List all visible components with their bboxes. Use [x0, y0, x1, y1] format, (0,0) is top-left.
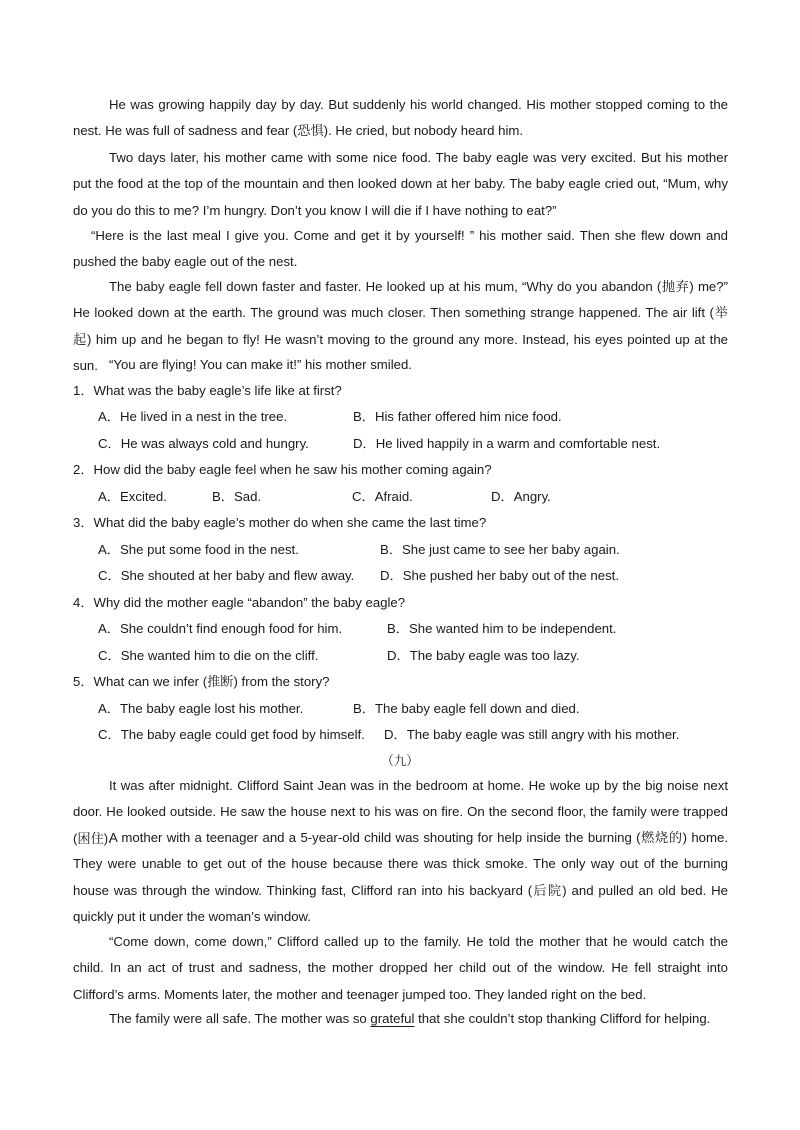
- question-5-stem: 5．What can we infer (推断) from the story?: [73, 674, 330, 689]
- question-3-option-b[interactable]: B．She just came to see her baby again.: [380, 542, 620, 557]
- question-4-option-b[interactable]: B．She wanted him to be independent.: [387, 621, 617, 636]
- question-4-stem: 4．Why did the mother eagle “abandon” the baby eagle?: [73, 595, 406, 610]
- story2-paragraph-2: A mother with a teenager and a 5-year-old child was shouting for help inside the burning (燃烧的) home. They were unable to get out of the house because there was thick smoke. The only way out of the burning house was through the window. Thinking fast, Clifford ran into his backyard (后院) and pulled an old bed. He quickly put it under the woman’s window.: [73, 830, 728, 924]
- question-2-option-d[interactable]: D．Angry.: [491, 489, 551, 504]
- question-1-option-c[interactable]: C．He was always cold and hungry.: [98, 436, 309, 451]
- question-2-option-a[interactable]: A．Excited.: [98, 489, 167, 504]
- story2-paragraph-4: [73, 1006, 728, 1032]
- question-3-stem: 3．What did the baby eagle’s mother do when she came the last time?: [73, 515, 487, 530]
- story1-paragraph-1: He was growing happily day by day. But suddenly his world changed. His mother stopped coming to the nest. He was full of sadness and fear (恐惧). He cried, but nobody heard him.: [73, 97, 728, 139]
- story1-paragraph-5: “You are flying! You can make it!” his mother smiled.: [109, 357, 412, 372]
- story2-paragraph-3: “Come down, come down,” Clifford called up to the family. He told the mother that he would catch the child. In an act of trust and sadness, the mother dropped her child out of the window. He fell straight into Clifford’s arms. Moments later, the mother and teenager jumped too. They landed right on the bed.: [73, 934, 728, 1002]
- question-1-option-b[interactable]: B．His father offered him nice food.: [353, 409, 562, 424]
- story2-paragraph-4-end: that she couldn’t stop thanking Clifford for helping.: [414, 1011, 711, 1026]
- underlined-word-grateful: grateful: [370, 1011, 415, 1026]
- question-4-option-c[interactable]: C．She wanted him to die on the cliff.: [98, 648, 319, 663]
- question-4-option-a[interactable]: A．She couldn’t find enough food for him.: [98, 621, 343, 636]
- question-4-option-d[interactable]: D．The baby eagle was too lazy.: [387, 648, 580, 663]
- story2-paragraph-4-start: The family were all safe. The mother was so: [109, 1011, 371, 1026]
- question-1-stem: 1．What was the baby eagle’s life like at first?: [73, 383, 342, 398]
- question-2-stem: 2．How did the baby eagle feel when he saw his mother coming again?: [73, 462, 492, 477]
- question-5-option-b[interactable]: B．The baby eagle fell down and died.: [353, 701, 580, 716]
- story2-paragraph-1: It was after midnight. Clifford Saint Jean was in the bedroom at home. He woke up by the big noise next door. He looked outside. He saw the house next to his was on fire. On the second floor, the family were trapped (困住).: [73, 778, 728, 846]
- question-5-option-a[interactable]: A．The baby eagle lost his mother.: [98, 701, 304, 716]
- question-5-option-c[interactable]: C．The baby eagle could get food by himself.: [98, 727, 365, 742]
- question-1-option-d[interactable]: D．He lived happily in a warm and comfortable nest.: [353, 436, 661, 451]
- story1-paragraph-3: “Here is the last meal I give you. Come and get it by yourself! ” his mother said. Then she flew down and pushed the baby eagle out of the nest.: [73, 228, 728, 270]
- question-3-option-c[interactable]: C．She shouted at her baby and flew away.: [98, 568, 355, 583]
- question-1-option-a[interactable]: A．He lived in a nest in the tree.: [98, 409, 288, 424]
- question-2-option-b[interactable]: B．Sad.: [212, 489, 262, 504]
- question-5-option-d[interactable]: D．The baby eagle was still angry with his mother.: [384, 727, 680, 742]
- question-2-option-c[interactable]: C．Afraid.: [352, 489, 413, 504]
- story1-paragraph-2: Two days later, his mother came with some nice food. The baby eagle was very excited. But his mother put the food at the top of the mountain and then looked down at her baby. The baby eagle cried out, “Mum, why do you do this to me? I’m hungry. Don’t you know I will die if I have nothing to eat?”: [73, 150, 728, 218]
- story1-paragraph-4: The baby eagle fell down faster and faster. He looked up at his mum, “Why do you abandon (抛弃) me?” He looked down at the earth. The ground was much closer. Then something strange happened. The air lift (举起) him up and he began to fly! He wasn’t moving to the ground any more. Instead, his eyes pointed up at the sun.: [73, 279, 728, 373]
- question-3-option-a[interactable]: A．She put some food in the nest.: [98, 542, 299, 557]
- question-3-option-d[interactable]: D．She pushed her baby out of the nest.: [380, 568, 619, 583]
- section-heading: （九）: [381, 753, 419, 768]
